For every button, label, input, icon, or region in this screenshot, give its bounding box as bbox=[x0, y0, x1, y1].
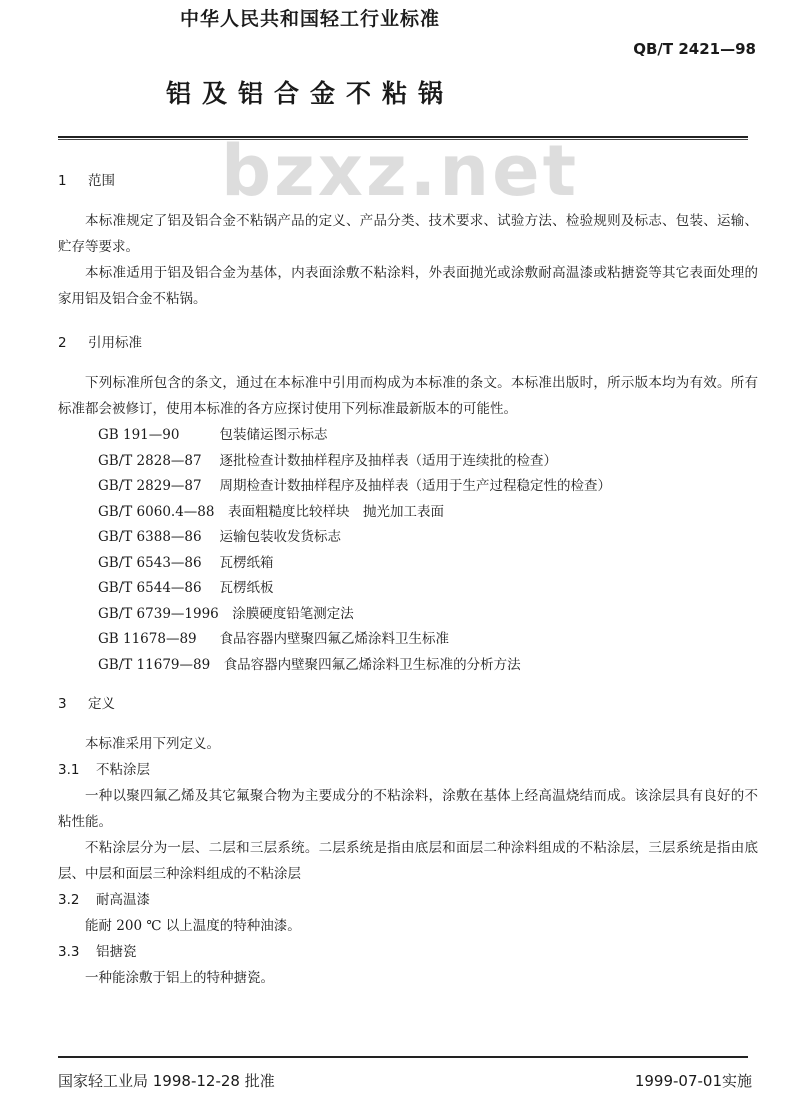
definition-3-3-heading: 3.3 铝搪瓷 bbox=[58, 944, 137, 960]
definition-3-1-para-2: 不粘涂层分为一层、二层和三层系统。二层系统是指由底层和面层二种涂料组成的不粘涂层，三层系统是指由底层、中层和面层三种涂料组成的不粘涂层 bbox=[58, 840, 758, 882]
section-title: 范围 bbox=[88, 173, 115, 189]
approval-line: 国家轻工业局 1998-12-28 批准 bbox=[58, 1072, 275, 1090]
definition-3-3-para-1: 一种能涂敷于铝上的特种搪瓷。 bbox=[85, 970, 274, 986]
footer-rule bbox=[58, 1056, 748, 1058]
section-1-heading bbox=[58, 168, 758, 194]
definition-3-1-heading: 3.1 不粘涂层 bbox=[58, 762, 150, 778]
section-number: 3 bbox=[58, 696, 67, 712]
section-2-para-1: 下列标准所包含的条文，通过在本标准中引用而构成为本标准的条文。本标准出版时，所示版本均为有效。所有标准都会被修订，使用本标准的各方应探讨使用下列标准最新版本的可能性。 bbox=[58, 375, 758, 417]
standard-code: QB/T 2421—98 bbox=[633, 40, 756, 58]
definition-3-1-para-1: 一种以聚四氟乙烯及其它氟聚合物为主要成分的不粘涂料，涂敷在基体上经高温烧结而成。该涂层具有良好的不粘性能。 bbox=[58, 788, 758, 830]
definition-3-2-para-1: 能耐 200 ℃ 以上温度的特种油漆。 bbox=[85, 918, 301, 934]
section-title: 引用标准 bbox=[88, 335, 142, 351]
section-number: 1 bbox=[58, 173, 67, 189]
issuer-title: 中华人民共和国轻工行业标准 bbox=[179, 8, 440, 30]
reference-item: GB/T 6060.4—88 表面粗糙度比较样块 抛光加工表面 bbox=[98, 503, 444, 520]
effective-date: 1999-07-01实施 bbox=[634, 1072, 752, 1090]
section-title: 定义 bbox=[88, 696, 115, 712]
section-3-heading bbox=[58, 691, 758, 717]
reference-item: GB/T 6543—86 瓦楞纸箱 bbox=[98, 554, 274, 571]
section-number: 2 bbox=[58, 335, 67, 351]
reference-item: GB/T 2828—87 逐批检查计数抽样程序及抽样表（适用于连续批的检查） bbox=[98, 452, 557, 469]
section-1-para-1: 本标准规定了铝及铝合金不粘锅产品的定义、产品分类、技术要求、试验方法、检验规则及标志、包装、运输、贮存等要求。 bbox=[58, 213, 758, 255]
reference-item: GB/T 6388—86 运输包装收发货标志 bbox=[98, 529, 341, 545]
reference-item: GB 11678—89 食品容器内壁聚四氟乙烯涂料卫生标准 bbox=[98, 631, 449, 647]
section-3-para-1: 本标准采用下列定义。 bbox=[85, 736, 220, 752]
document-body bbox=[58, 168, 758, 991]
watermark: bzxz.net bbox=[220, 130, 580, 212]
reference-item: GB/T 6544—86 瓦楞纸板 bbox=[98, 580, 274, 596]
reference-item: GB/T 2829—87 周期检查计数抽样程序及抽样表（适用于生产过程稳定性的检查） bbox=[98, 478, 611, 494]
section-2-heading bbox=[58, 330, 758, 356]
definition-3-2-heading: 3.2 耐高温漆 bbox=[58, 892, 150, 908]
section-1-para-2: 本标准适用于铝及铝合金为基体，内表面涂敷不粘涂料，外表面抛光或涂敷耐高温漆或粘搪瓷等其它表面处理的家用铝及铝合金不粘锅。 bbox=[58, 265, 758, 307]
reference-item: GB/T 11679—89 食品容器内壁聚四氟乙烯涂料卫生标准的分析方法 bbox=[98, 656, 521, 673]
reference-list bbox=[58, 422, 758, 677]
reference-item: GB 191—90 包装储运图示标志 bbox=[98, 427, 328, 443]
reference-item: GB/T 6739—1996 涂膜硬度铅笔测定法 bbox=[98, 605, 354, 622]
document-title: 铝及铝合金不粘锅 bbox=[165, 79, 454, 108]
